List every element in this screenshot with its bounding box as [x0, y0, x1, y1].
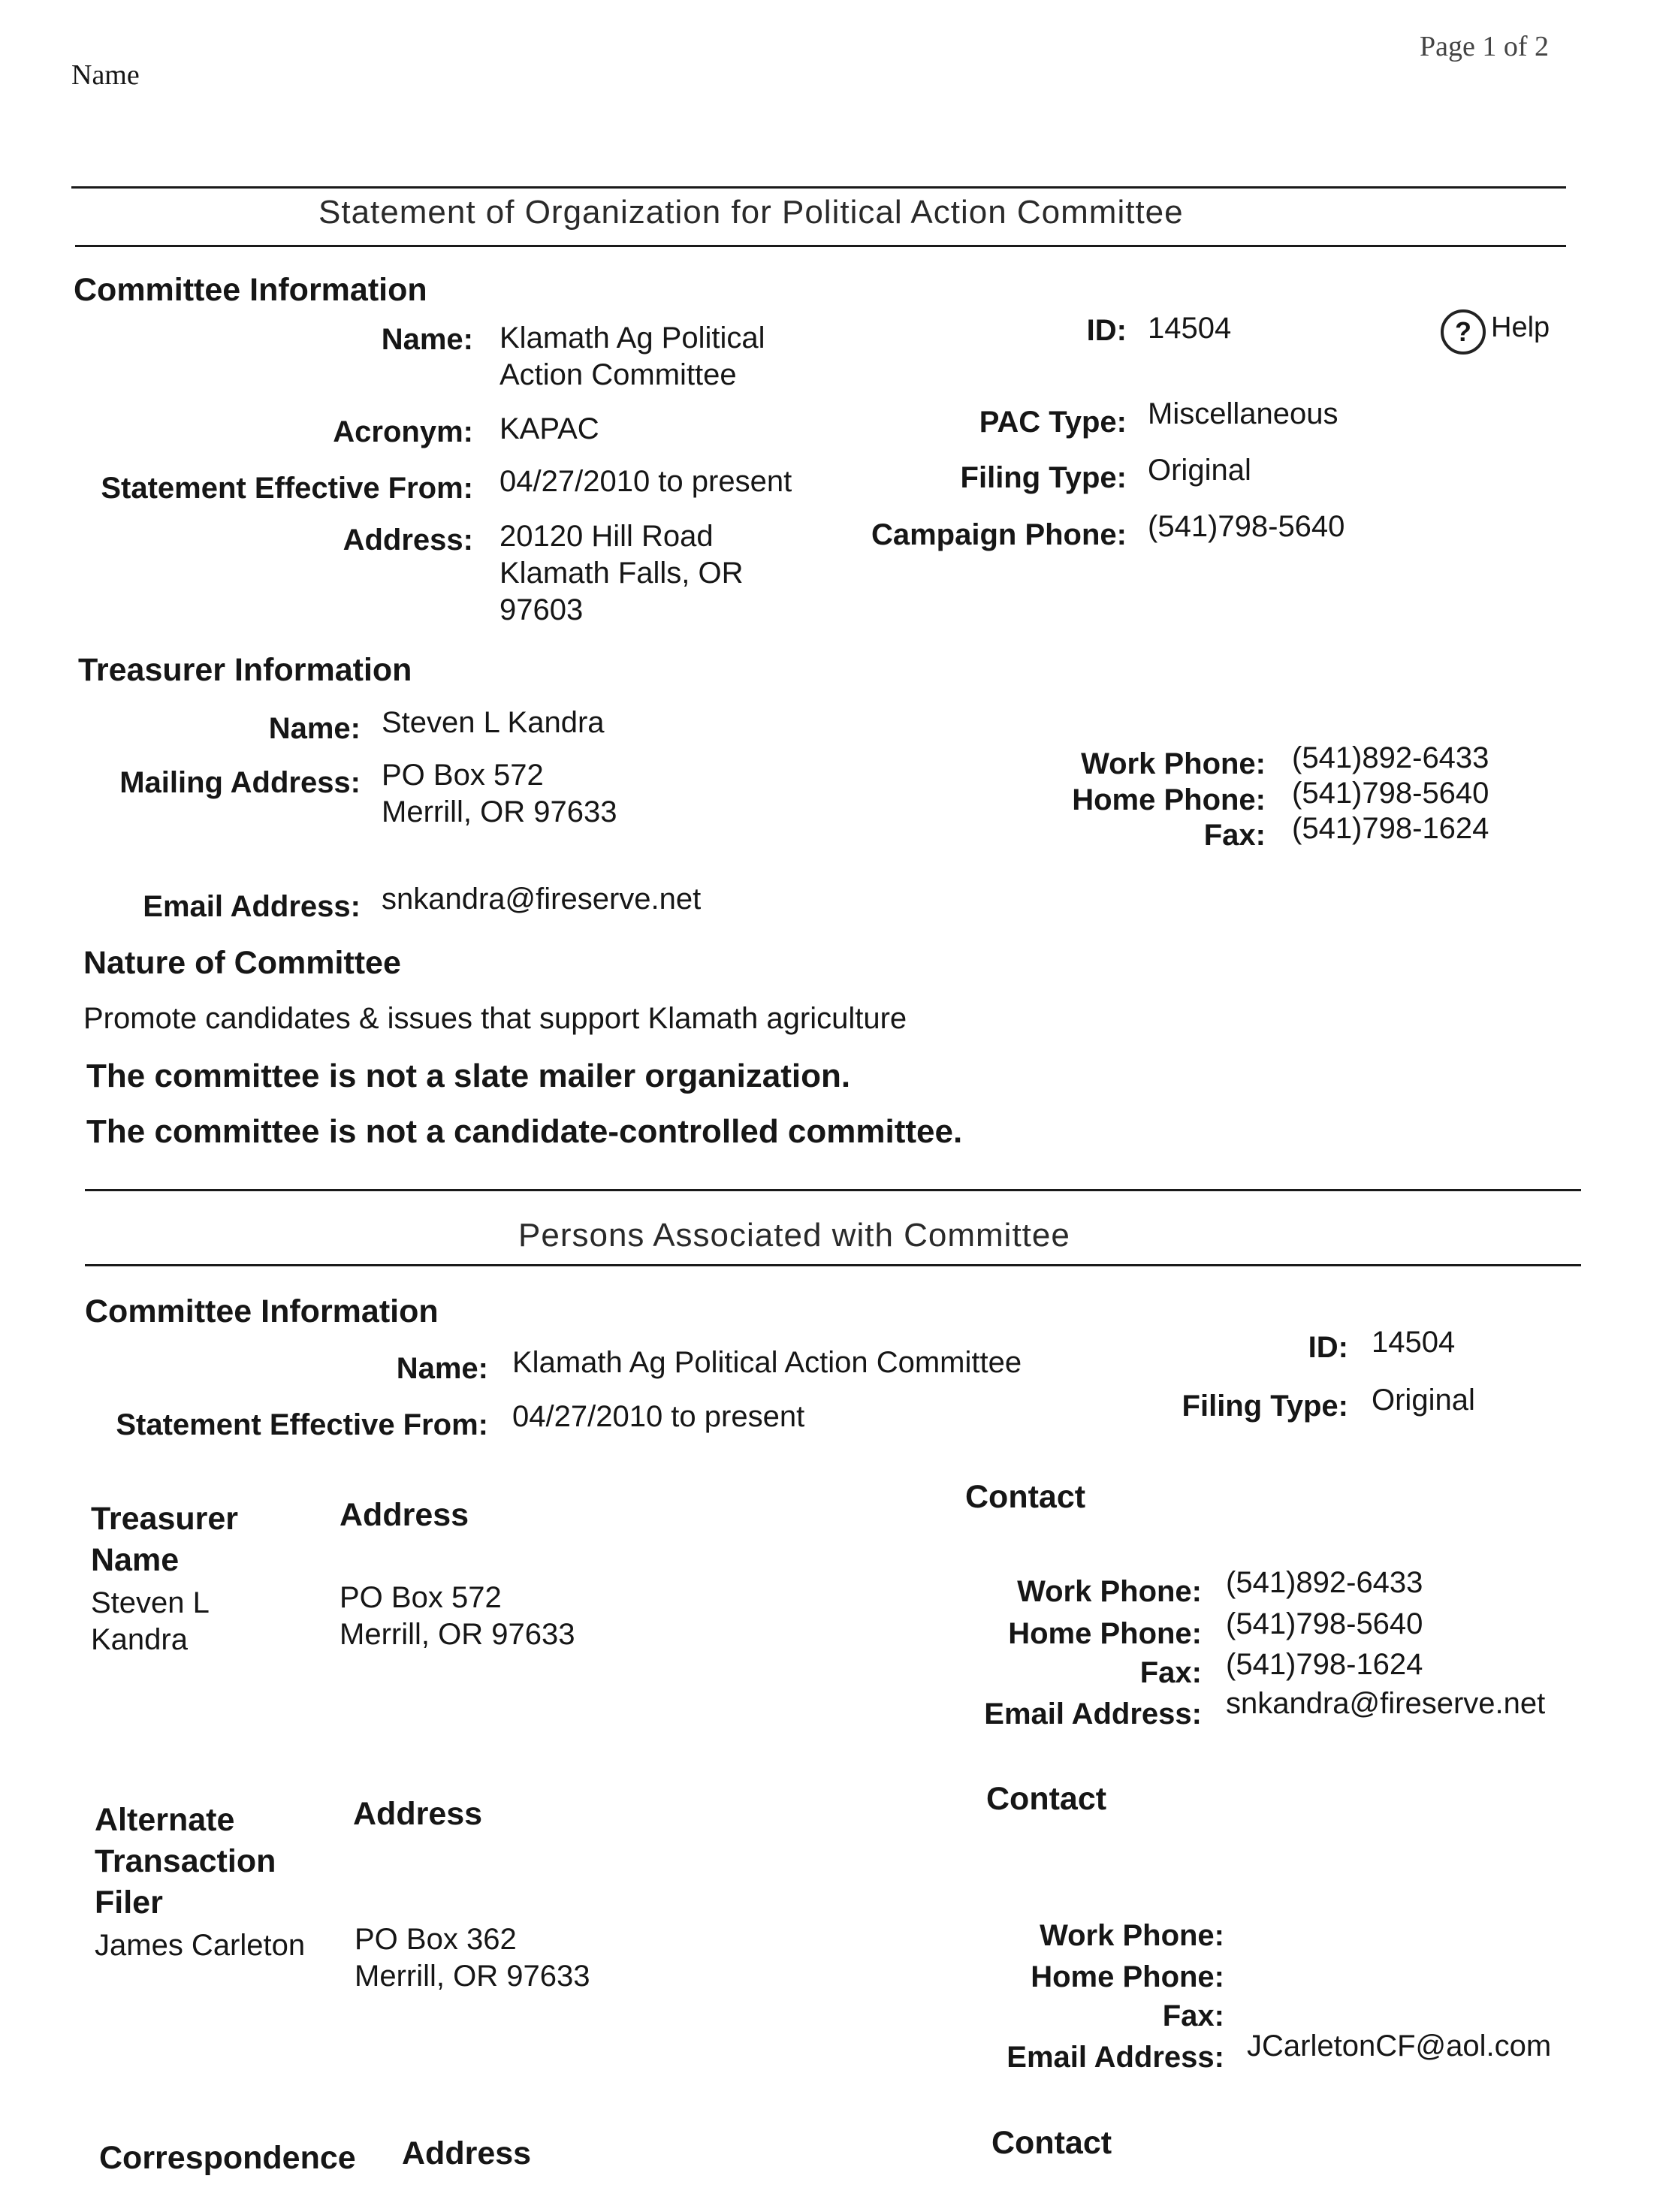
committee-name-label: Name: — [381, 323, 473, 356]
committee-name-value-2: Klamath Ag Political Action Committee — [512, 1346, 1022, 1379]
email-address-label: Email Address: — [143, 890, 361, 923]
contact-column-heading-2: Contact — [986, 1781, 1107, 1817]
page-number: Page 1 of 2 — [1420, 31, 1550, 62]
home-phone-label-3: Home Phone: — [1031, 1960, 1224, 1993]
email-value-2: snkandra@fireserve.net — [1226, 1687, 1546, 1720]
filing-type-value: Original — [1148, 454, 1251, 487]
fax-label-3: Fax: — [1162, 1999, 1224, 2032]
help-link[interactable]: Help — [1491, 312, 1550, 343]
alternate-filer-column-heading: Alternate Transaction Filer — [95, 1802, 276, 1921]
id-value-2: 14504 — [1372, 1326, 1456, 1359]
correspondence-column-heading: Correspondence — [99, 2140, 356, 2176]
work-phone-value: (541)892-6433 — [1292, 741, 1489, 774]
slate-mailer-statement: The committee is not a slate mailer organization. — [86, 1058, 851, 1094]
candidate-controlled-statement: The committee is not a candidate-controlled committee. — [86, 1113, 963, 1150]
effective-from-label: Statement Effective From: — [101, 472, 473, 505]
contact-column-heading: Contact — [965, 1479, 1086, 1515]
work-phone-label-2: Work Phone: — [1017, 1575, 1202, 1608]
committee-info-heading-2: Committee Information — [85, 1293, 439, 1329]
divider — [85, 1189, 1581, 1191]
alternate-filer-address: PO Box 362 Merrill, OR 97633 — [355, 1923, 590, 1993]
contact-column-heading-3: Contact — [991, 2125, 1112, 2161]
nature-heading: Nature of Committee — [83, 945, 401, 981]
work-phone-value-2: (541)892-6433 — [1226, 1566, 1423, 1599]
mailing-address-label: Mailing Address: — [119, 766, 361, 799]
home-phone-label: Home Phone: — [1072, 783, 1266, 816]
name-field-label: Name — [71, 59, 140, 91]
campaign-phone-label: Campaign Phone: — [871, 518, 1127, 551]
email-label-3: Email Address: — [1007, 2041, 1224, 2074]
filing-type-label-2: Filing Type: — [1182, 1390, 1348, 1423]
fax-label-2: Fax: — [1139, 1656, 1202, 1689]
campaign-phone-value: (541)798-5640 — [1148, 510, 1345, 543]
id-label-2: ID: — [1308, 1331, 1348, 1364]
effective-from-value-2: 04/27/2010 to present — [512, 1400, 805, 1433]
acronym-value: KAPAC — [499, 412, 599, 445]
treasurer-email-value: snkandra@fireserve.net — [382, 883, 702, 916]
committee-name-value: Klamath Ag Political Action Committee — [499, 321, 765, 391]
treasurer-mailing-address: PO Box 572 Merrill, OR 97633 — [382, 759, 617, 828]
fax-label: Fax: — [1203, 819, 1266, 852]
email-value-3: JCarletonCF@aol.com — [1247, 2029, 1552, 2063]
home-phone-value: (541)798-5640 — [1292, 777, 1489, 810]
section-title-persons: Persons Associated with Committee — [518, 1217, 1070, 1254]
home-phone-value-2: (541)798-5640 — [1226, 1607, 1423, 1640]
pac-type-value: Miscellaneous — [1148, 397, 1338, 430]
treasurer-name-cell: Steven L Kandra — [91, 1586, 210, 1656]
work-phone-label-3: Work Phone: — [1040, 1919, 1224, 1952]
treasurer-address-cell: PO Box 572 Merrill, OR 97633 — [340, 1581, 575, 1651]
fax-value-2: (541)798-1624 — [1226, 1648, 1423, 1681]
treasurer-info-heading: Treasurer Information — [78, 652, 412, 688]
treasurer-name-label: Name: — [268, 712, 361, 745]
id-value: 14504 — [1148, 312, 1232, 345]
nature-description: Promote candidates & issues that support Klamath agriculture — [83, 1002, 907, 1035]
address-column-heading-3: Address — [402, 2135, 532, 2171]
address-column-heading: Address — [340, 1497, 469, 1533]
section-title-statement: Statement of Organization for Political Action Committee — [318, 194, 1184, 231]
committee-name-label-2: Name: — [396, 1352, 488, 1385]
effective-from-value: 04/27/2010 to present — [499, 465, 792, 498]
divider — [85, 1264, 1581, 1266]
divider — [71, 186, 1566, 189]
treasurer-name-column-heading: Treasurer Name — [91, 1501, 239, 1578]
fax-value: (541)798-1624 — [1292, 812, 1489, 845]
work-phone-label: Work Phone: — [1081, 747, 1266, 780]
home-phone-label-2: Home Phone: — [1008, 1617, 1202, 1650]
email-label-2: Email Address: — [984, 1697, 1202, 1731]
id-label: ID: — [1086, 314, 1127, 347]
acronym-label: Acronym: — [333, 415, 473, 448]
alternate-filer-name: James Carleton — [95, 1929, 306, 1962]
effective-from-label-2: Statement Effective From: — [116, 1408, 488, 1441]
address-column-heading-2: Address — [353, 1796, 483, 1832]
filing-type-label: Filing Type: — [960, 461, 1127, 494]
committee-info-heading: Committee Information — [74, 272, 427, 308]
committee-address: 20120 Hill Road Klamath Falls, OR 97603 — [499, 520, 744, 626]
help-globe-icon[interactable]: ? — [1441, 309, 1486, 355]
treasurer-name-value: Steven L Kandra — [382, 706, 605, 739]
pac-type-label: PAC Type: — [979, 406, 1127, 439]
divider — [75, 245, 1566, 247]
address-label: Address: — [343, 524, 473, 557]
filing-type-value-2: Original — [1372, 1384, 1475, 1417]
